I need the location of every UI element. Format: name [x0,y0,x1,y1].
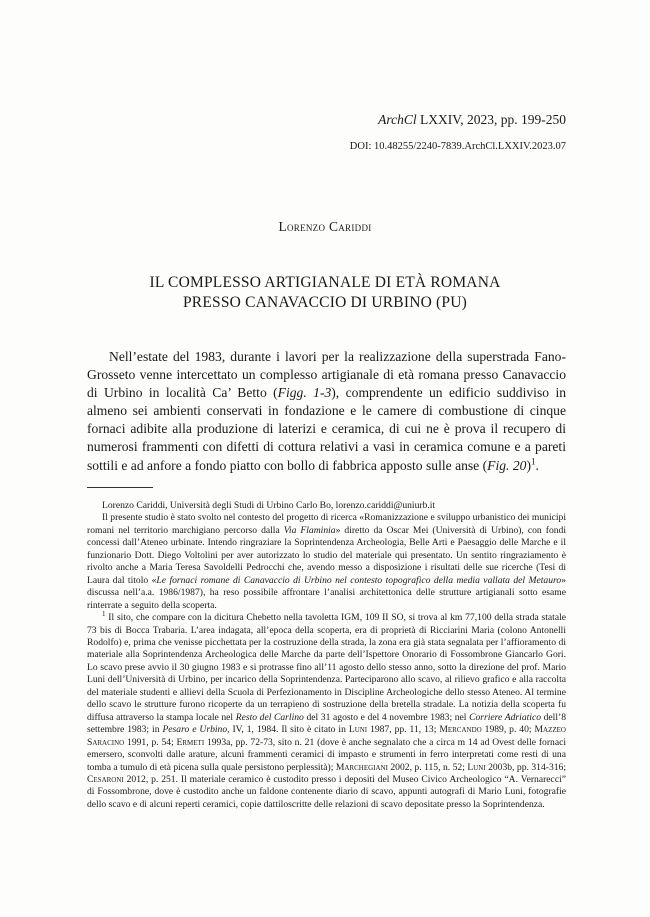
note-italic: Via Flaminia [283,524,336,536]
note-text: del 31 agosto e del 4 novembre 1983; nel [303,711,470,723]
citation-author: Mercando [439,724,482,736]
note-italic: Pesaro e Urbino [162,724,228,736]
citation-author: Marchegiani [335,761,388,773]
note-text: 1993a, pp. 72-73, sito n. 21 (dove è anche segnalato che a circa m 14 ad Ovest delle fornaci emersero, sconvolti dalle arature, alcuni frammenti ceramici di impasto e strumenti in ferro interpretati come resti di una tomba a tumulo di età picena sulla quale persistono perplessità); [87,736,566,773]
note-text: » diretto da Oscar Mei (Università di Urbino), con fondi concessi dall’Ateneo urbinate. Intendo ringraziare la Soprintendenza Archeologia, Belle Arti e Paesaggio delle Marche e il funzionario Dott. Diego Voltolini per aver autorizzato lo studio del materiale qui presentato. Un sentito ringraziamento è rivolto anche a Maria Teresa Savoldelli Pedrocchi che, avendo messo a disposizione i risultati delle sue ricerche (Tesi di Laura dal titolo « [87,524,566,586]
note-text: Il sito, che compare con la dicitura Chebetto nella tavoletta IGM, 109 II SO, si trova al km 77,100 della strada statale 73 bis di Bocca Trabaria. L’area indagata, all’epoca della scoperta, era di proprietà di Ricciarini Maria (colono Antonelli Rodolfo) e, prima che venisse picchettata per la costruzione della strada, la zona era già stata segnalata per l’affioramento di materiale alla Soprintendenza Archeologica delle Marche da parte dell’Ispettore Onorario di Fossombrone Giancarlo Gori. Lo scavo prese avvio il 30 giugno 1983 e si protrasse fino all’11 agosto dello stesso anno, sotto la direzione del prof. Mario Luni dell’Università di Urbino, per incarico della Soprintendenza. Parteciparono allo scavo, al rilievo grafico e alla raccolta del materiale studenti e allievi della Scuola di Perfezionamento in Discipline Archeologiche dello stesso Ateneo. Al termine dello scavo le strutture furono ricoperte da un terrapieno di sostruzione della bretella stradale. La notizia della scoperta fu diffusa attraverso la stampa locale nel [87,612,566,723]
note-italic: Corriere Adriatico [469,711,541,723]
note-text: , IV, 1, 1984. Il sito è citato in [227,724,349,736]
figure-reference: Figg. 1-3 [277,385,332,401]
note-text: 2002, p. 115, n. 52; [387,761,468,773]
note-text: 1987, pp. 11, 13; [367,724,440,736]
author-name: Lorenzo Cariddi [278,219,372,234]
acknowledgements [87,512,566,612]
journal-reference [378,112,566,128]
body-text-segment: Nell’estate del 1983, durante i lavori per la realizzazione della superstrada Fano-Grosseto venne intercettato un complesso artigianale di età romana presso Canavaccio di Urbino in località Ca’ Betto ( [87,349,566,401]
title-line-1: IL COMPLESSO ARTIGIANALE DI ETÀ ROMANA [149,274,501,291]
note-text: 2003b, pp. 314-316; [485,761,566,773]
note-italic: Resto del Carlino [235,711,304,723]
note-text: 1989, p. 40; [481,724,535,736]
note-text: 2012, p. 251. Il materiale ceramico è custodito presso i depositi del Museo Civico Archeologico “A. Vernarecci” di Fossombrone, dove è custodito anche un faldone contenente diario di scavo, appunti autografi di Mario Luni, fotografie dello scavo e di alcuni reperti ceramici, copie dattiloscritte delle relazioni di scavo depositate presso la Soprintendenza. [87,773,566,810]
footnote-number: 1 [102,609,106,618]
footnote-1 [87,609,566,811]
figure-reference: Fig. 20 [487,457,527,473]
journal-name: ArchCl [378,112,417,127]
doi[interactable]: DOI: 10.48255/2240-7839.ArchCl.LXXIV.2023.07 [349,141,566,152]
body-text-segment: ) [526,457,531,473]
citation-author: Mazzeo Saracino [87,724,566,748]
footnotes [87,500,566,811]
citation-author: Ermeti [176,736,205,748]
note-text: » discussa nell’a.a. 1986/1987), ha reso possibile affrontare l’analisi architettonica delle strutture artigianali sotto esame rinterrate a seguito della scoperta. [87,574,566,611]
body-text-segment: ), comprendente un edificio suddiviso in almeno sei ambienti conservati in fondazione e le camere di combustione di cinque fornaci adibite alla produzione di laterizi e ceramica, di cui ne è prova il recupero di numerosi frammenti con difetti di cottura relativi a vasi in ceramica comune e a pareti sottili e ad anfore a fondo piatto con bollo di fabbrica apposto sulle anse ( [87,385,567,473]
note-text: Il presente studio è stato svolto nel contesto del progetto di ricerca «Romanizzazione e sviluppo urbanistico dei municipi romani nel territorio marchigiano percorso dalla [87,512,566,536]
note-text: dell’8 settembre 1983; in [87,711,566,736]
volume-pages: LXXIV, 2023, pp. 199-250 [420,112,566,127]
note-text: 1991, p. 54; [124,736,177,748]
author-affiliation: Lorenzo Cariddi, Università degli Studi di Urbino Carlo Bo, lorenzo.cariddi@uniurb.it [102,500,436,511]
note-italic: Le fornaci romane di Canavaccio di Urbino nel contesto topografico della media vallata del Metauro [156,574,562,586]
citation-author: Cesaroni [87,773,124,785]
footnote-marker[interactable]: 1 [530,456,536,467]
body-paragraph [87,348,566,475]
body-text-segment: . [535,457,539,473]
article-title [0,273,650,313]
citation-author: Luni [348,724,368,736]
title-line-2: PRESSO CANAVACCIO DI URBINO (PU) [182,294,467,311]
footnote-separator [87,487,153,488]
citation-author: Luni [467,761,486,773]
